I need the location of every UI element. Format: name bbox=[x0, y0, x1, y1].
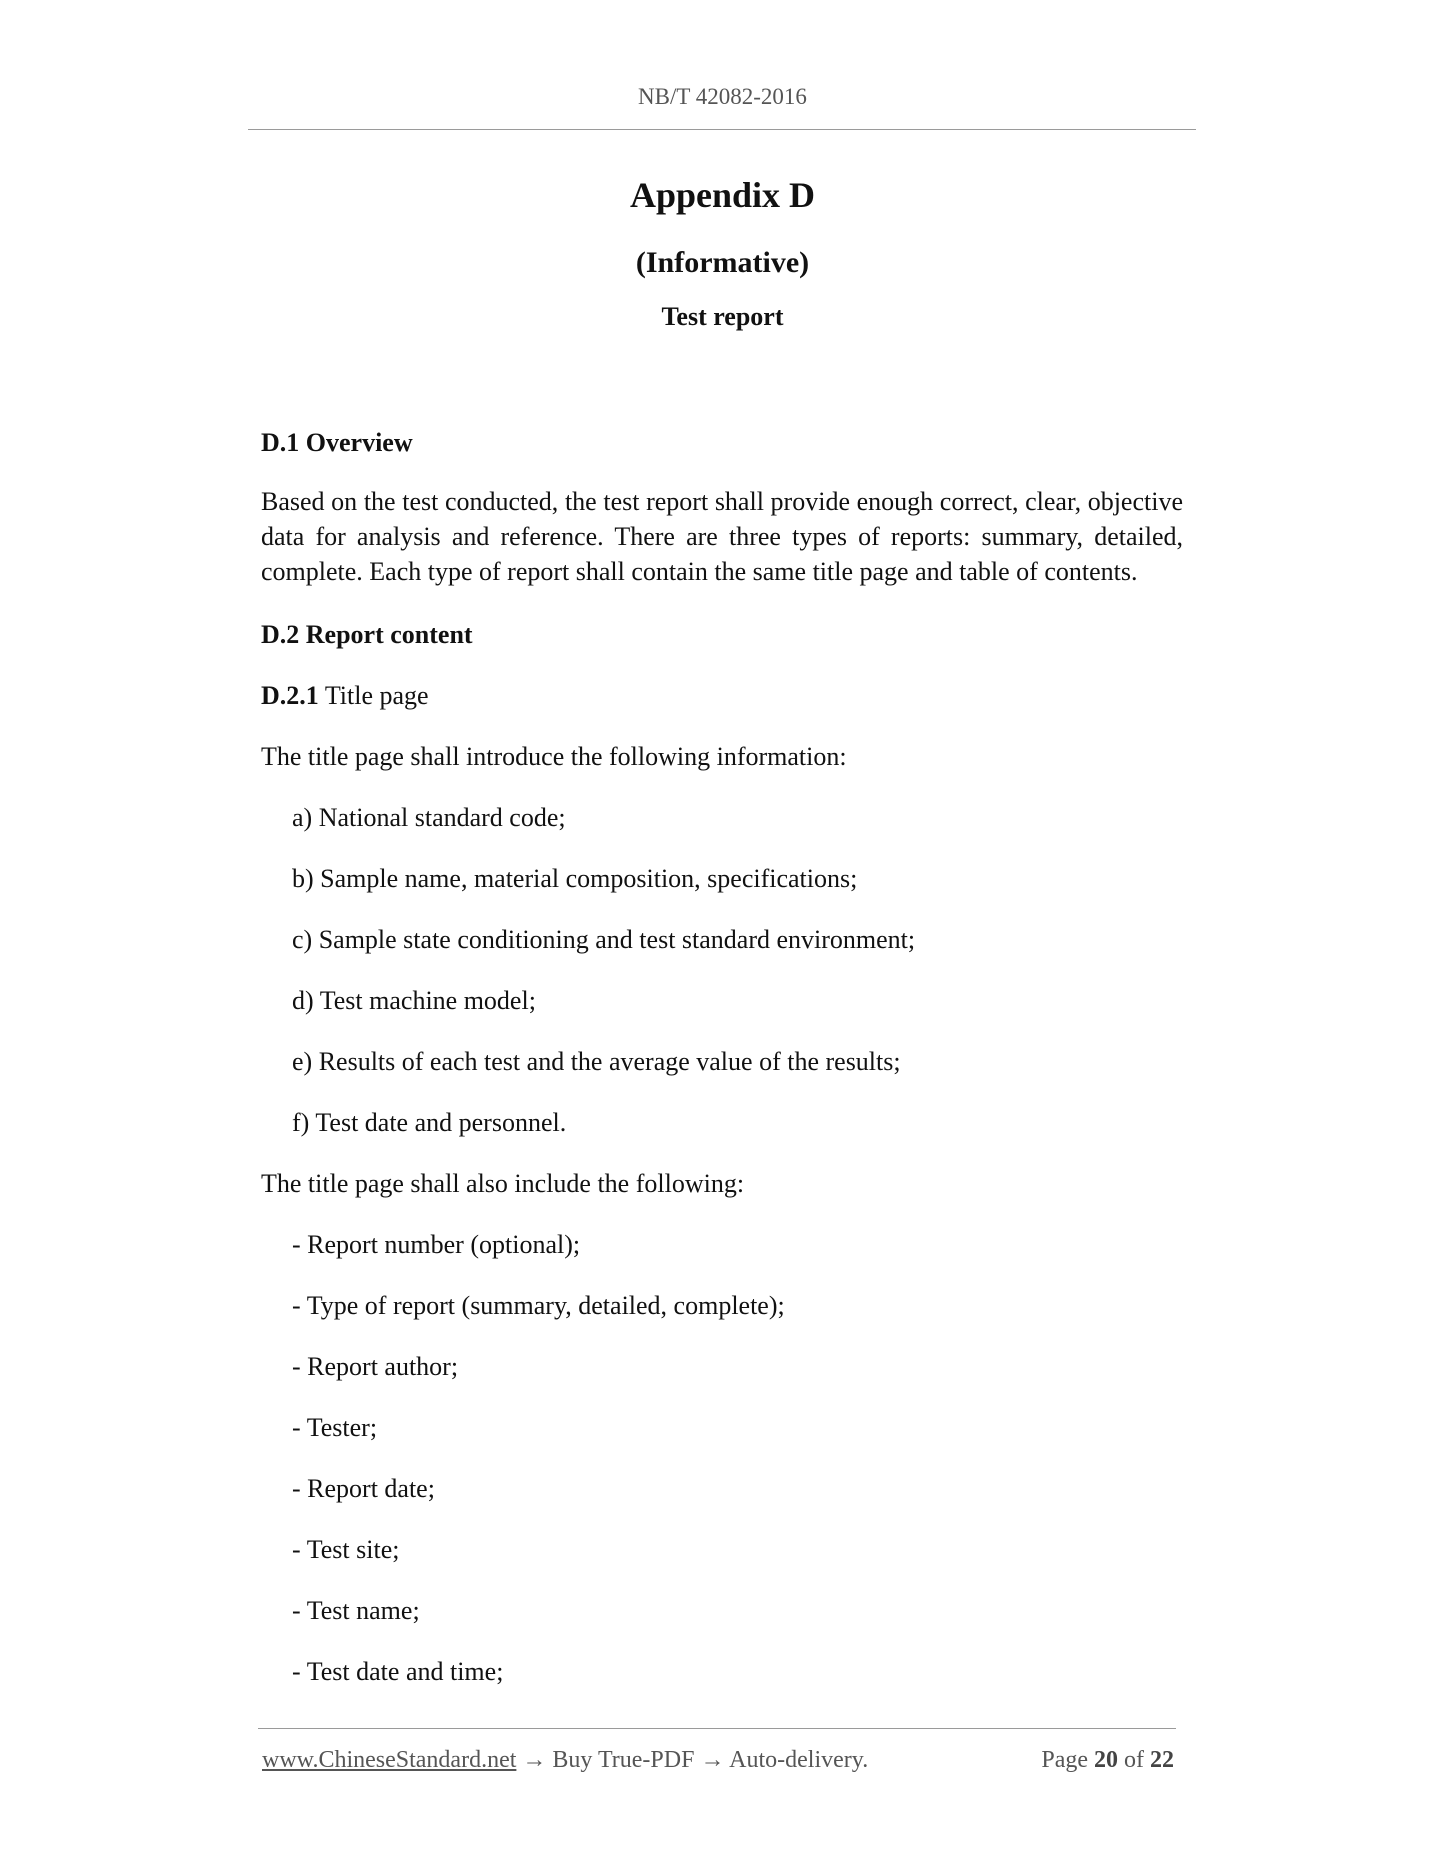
section-d2-heading: D.2 Report content bbox=[261, 620, 473, 649]
list-item: e) Results of each test and the average value of the results; bbox=[292, 1047, 901, 1076]
total-page-number: 22 bbox=[1150, 1747, 1174, 1773]
list-item: - Report date; bbox=[292, 1474, 435, 1503]
section-d1-heading: D.1 Overview bbox=[261, 428, 413, 457]
list-item: c) Sample state conditioning and test standard environment; bbox=[292, 925, 916, 954]
title-page-intro: The title page shall introduce the following information: bbox=[261, 742, 847, 771]
list-item: f) Test date and personnel. bbox=[292, 1108, 567, 1137]
list-item: - Report number (optional); bbox=[292, 1230, 581, 1259]
list-item: - Test name; bbox=[292, 1596, 420, 1625]
list-item: a) National standard code; bbox=[292, 803, 566, 832]
footer-promo bbox=[262, 1747, 868, 1774]
current-page-number: 20 bbox=[1094, 1747, 1118, 1773]
appendix-name: Test report bbox=[661, 302, 784, 331]
page-label: Page bbox=[1041, 1747, 1088, 1773]
list-item: b) Sample name, material composition, specifications; bbox=[292, 864, 858, 893]
header-divider bbox=[248, 129, 1196, 130]
list-item: - Report author; bbox=[292, 1352, 459, 1381]
of-label: of bbox=[1124, 1747, 1144, 1773]
list-item: d) Test machine model; bbox=[292, 986, 536, 1015]
appendix-title: Appendix D bbox=[629, 175, 816, 215]
list-item: - Tester; bbox=[292, 1413, 378, 1442]
section-d21-title: Title page bbox=[324, 681, 429, 710]
auto-delivery-text: Auto-delivery. bbox=[729, 1747, 869, 1773]
section-d1-paragraph: Based on the test conducted, the test report shall provide enough correct, clear, objective data for analysis and reference. There are three types of reports: summary, detailed, complete. Each type of report shall contain the same title page and table of contents. bbox=[261, 487, 1183, 586]
section-d21-number: D.2.1 bbox=[261, 681, 319, 710]
list-item: - Test site; bbox=[292, 1535, 400, 1564]
section-d21-heading bbox=[261, 681, 429, 711]
footer-divider bbox=[258, 1728, 1176, 1729]
title-page-also-intro: The title page shall also include the following: bbox=[261, 1169, 745, 1198]
document-code-header: NB/T 42082-2016 bbox=[638, 84, 807, 109]
list-item: - Test date and time; bbox=[292, 1657, 504, 1686]
website-link[interactable]: www.ChineseStandard.net bbox=[262, 1747, 517, 1773]
page-number bbox=[1041, 1747, 1174, 1774]
list-item: - Type of report (summary, detailed, complete); bbox=[292, 1291, 785, 1320]
arrow-right-icon: → bbox=[522, 1747, 547, 1773]
buy-true-pdf-text: Buy True-PDF bbox=[552, 1747, 695, 1773]
appendix-type: (Informative) bbox=[635, 246, 810, 279]
arrow-right-icon: → bbox=[700, 1747, 725, 1773]
